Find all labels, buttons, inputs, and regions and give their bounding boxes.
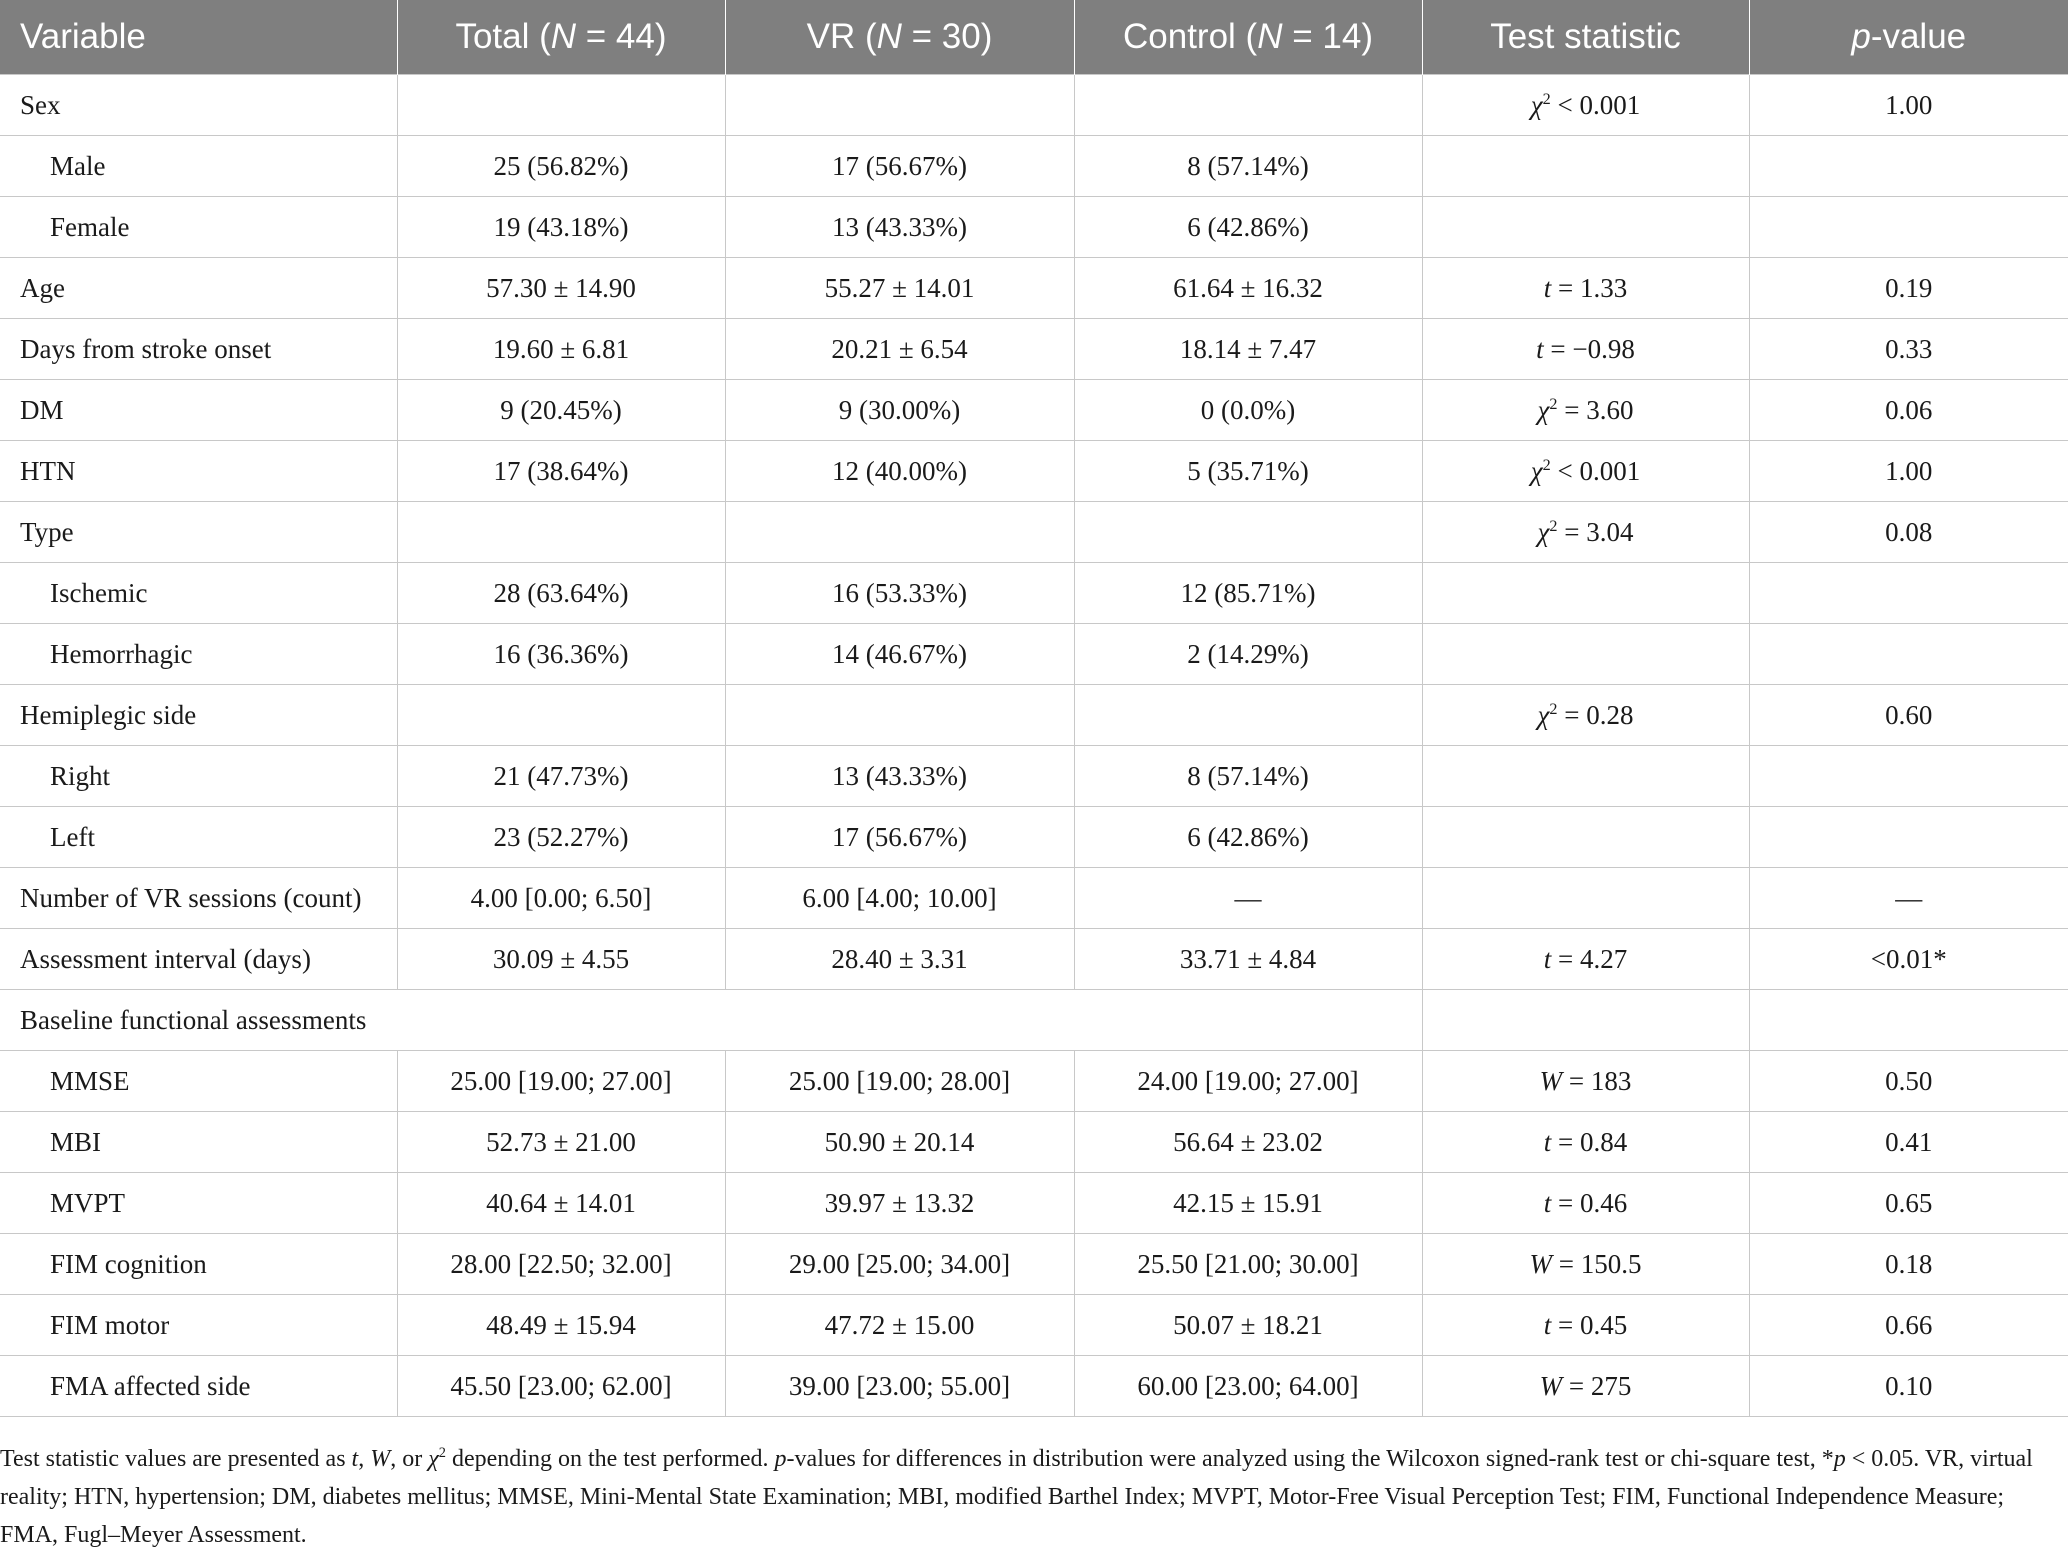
- cell-test-statistic: [1422, 136, 1749, 197]
- table-row: [0, 1112, 2068, 1173]
- cell-p-value: 0.41: [1749, 1112, 2068, 1173]
- cell-vr: 29.00 [25.00; 34.00]: [725, 1234, 1074, 1295]
- cell-test-statistic: [1422, 75, 1749, 136]
- stat-symbol: W: [1539, 1370, 1563, 1401]
- cell-p-value: 1.00: [1749, 75, 2068, 136]
- table-row: [0, 75, 2068, 136]
- cell-total: 23 (52.27%): [397, 807, 725, 868]
- cell-total: 4.00 [0.00; 6.50]: [397, 868, 725, 929]
- table-row: [0, 807, 2068, 868]
- cell-control: 56.64 ± 23.02: [1074, 1112, 1422, 1173]
- stat-superscript: 2: [1542, 89, 1551, 108]
- stat-superscript: 2: [1549, 699, 1558, 718]
- stat-symbol: χ: [1530, 89, 1543, 120]
- stat-superscript: 2: [1549, 394, 1558, 413]
- stat-value: < 0.001: [1550, 455, 1641, 486]
- cell-vr: 14 (46.67%): [725, 624, 1074, 685]
- header-variable: Variable: [0, 0, 397, 75]
- cell-test-statistic: [1422, 807, 1749, 868]
- cell-total: 19.60 ± 6.81: [397, 319, 725, 380]
- row-label: Male: [0, 136, 397, 197]
- table-row: [0, 197, 2068, 258]
- row-label: FIM motor: [0, 1295, 397, 1356]
- cell-control: 0 (0.0%): [1074, 380, 1422, 441]
- cell-total: 16 (36.36%): [397, 624, 725, 685]
- table-row: [0, 441, 2068, 502]
- cell-total: [397, 685, 725, 746]
- table-row: [0, 502, 2068, 563]
- table-row: [0, 929, 2068, 990]
- cell-total: 57.30 ± 14.90: [397, 258, 725, 319]
- cell-total: [397, 75, 725, 136]
- stat-symbol: t: [1543, 1187, 1552, 1218]
- cell-vr: 25.00 [19.00; 28.00]: [725, 1051, 1074, 1112]
- cell-total: 40.64 ± 14.01: [397, 1173, 725, 1234]
- stat-value: = 0.45: [1551, 1309, 1628, 1340]
- cell-total: 52.73 ± 21.00: [397, 1112, 725, 1173]
- cell-p-value: 0.10: [1749, 1356, 2068, 1417]
- table-row: [0, 624, 2068, 685]
- cell-control: 61.64 ± 16.32: [1074, 258, 1422, 319]
- stat-value: < 0.001: [1550, 89, 1641, 120]
- cell-total: 25.00 [19.00; 27.00]: [397, 1051, 725, 1112]
- cell-p-value: 0.33: [1749, 319, 2068, 380]
- stat-value: = 150.5: [1552, 1248, 1642, 1279]
- cell-p-value: 0.08: [1749, 502, 2068, 563]
- cell-p-value: 0.66: [1749, 1295, 2068, 1356]
- cell-p-value: [1749, 197, 2068, 258]
- cell-vr: [725, 502, 1074, 563]
- cell-test-statistic: [1422, 1356, 1749, 1417]
- stat-superscript: 2: [1542, 455, 1551, 474]
- table-row: [0, 1051, 2068, 1112]
- stat-symbol: χ: [1537, 394, 1550, 425]
- cell-test-statistic: [1422, 441, 1749, 502]
- row-label: Days from stroke onset: [0, 319, 397, 380]
- cell-vr: 12 (40.00%): [725, 441, 1074, 502]
- cell-vr: [725, 685, 1074, 746]
- table-row: [0, 563, 2068, 624]
- cell-control: 2 (14.29%): [1074, 624, 1422, 685]
- stat-symbol: χ: [1537, 699, 1550, 730]
- cell-vr: [725, 75, 1074, 136]
- row-label: Hemorrhagic: [0, 624, 397, 685]
- cell-test-statistic: [1422, 1112, 1749, 1173]
- cell-p-value: [1749, 136, 2068, 197]
- cell-control: —: [1074, 868, 1422, 929]
- row-label: DM: [0, 380, 397, 441]
- header-p-value: p-value: [1749, 0, 2068, 75]
- cell-test-statistic: [1422, 502, 1749, 563]
- cell-test-statistic: [1422, 1295, 1749, 1356]
- cell-control: 33.71 ± 4.84: [1074, 929, 1422, 990]
- cell-p-value: 0.50: [1749, 1051, 2068, 1112]
- cell-control: 42.15 ± 15.91: [1074, 1173, 1422, 1234]
- cell-total: [397, 502, 725, 563]
- cell-total: 19 (43.18%): [397, 197, 725, 258]
- cell-vr: 55.27 ± 14.01: [725, 258, 1074, 319]
- row-label: HTN: [0, 441, 397, 502]
- stat-value: = 4.27: [1551, 943, 1628, 974]
- stat-value: = 3.60: [1557, 394, 1634, 425]
- stat-value: = 275: [1562, 1370, 1632, 1401]
- table-body: [0, 75, 2068, 1417]
- cell-p-value: [1749, 990, 2068, 1051]
- stat-value: = −0.98: [1543, 333, 1635, 364]
- stat-value: = 3.04: [1557, 516, 1634, 547]
- cell-test-statistic: [1422, 624, 1749, 685]
- row-label: Baseline functional assessments: [0, 990, 1422, 1051]
- row-label: MBI: [0, 1112, 397, 1173]
- table-row: [0, 1234, 2068, 1295]
- stat-symbol: t: [1543, 272, 1552, 303]
- cell-p-value: 0.06: [1749, 380, 2068, 441]
- row-label: Female: [0, 197, 397, 258]
- cell-vr: 39.97 ± 13.32: [725, 1173, 1074, 1234]
- table-row: [0, 1356, 2068, 1417]
- cell-control: 6 (42.86%): [1074, 197, 1422, 258]
- stat-value: = 0.46: [1551, 1187, 1628, 1218]
- table-row: [0, 685, 2068, 746]
- cell-vr: 47.72 ± 15.00: [725, 1295, 1074, 1356]
- cell-vr: 16 (53.33%): [725, 563, 1074, 624]
- row-label: MVPT: [0, 1173, 397, 1234]
- row-label: FIM cognition: [0, 1234, 397, 1295]
- cell-test-statistic: [1422, 746, 1749, 807]
- cell-p-value: [1749, 746, 2068, 807]
- cell-total: 30.09 ± 4.55: [397, 929, 725, 990]
- cell-p-value: [1749, 807, 2068, 868]
- table-row: [0, 990, 2068, 1051]
- stat-value: = 183: [1562, 1065, 1632, 1096]
- cell-vr: 28.40 ± 3.31: [725, 929, 1074, 990]
- cell-test-statistic: [1422, 929, 1749, 990]
- cell-control: 50.07 ± 18.21: [1074, 1295, 1422, 1356]
- cell-test-statistic: [1422, 1173, 1749, 1234]
- cell-control: [1074, 685, 1422, 746]
- stat-symbol: t: [1536, 333, 1544, 364]
- stat-symbol: χ: [1530, 455, 1543, 486]
- cell-total: 48.49 ± 15.94: [397, 1295, 725, 1356]
- cell-test-statistic: [1422, 1234, 1749, 1295]
- stat-superscript: 2: [1549, 516, 1558, 535]
- cell-control: 5 (35.71%): [1074, 441, 1422, 502]
- cell-control: 8 (57.14%): [1074, 746, 1422, 807]
- cell-control: 18.14 ± 7.47: [1074, 319, 1422, 380]
- row-label: Ischemic: [0, 563, 397, 624]
- row-label: Hemiplegic side: [0, 685, 397, 746]
- cell-p-value: 1.00: [1749, 441, 2068, 502]
- header-vr: VR (N = 30): [725, 0, 1074, 75]
- cell-vr: 17 (56.67%): [725, 807, 1074, 868]
- cell-control: 25.50 [21.00; 30.00]: [1074, 1234, 1422, 1295]
- cell-control: 8 (57.14%): [1074, 136, 1422, 197]
- stat-symbol: χ: [1537, 516, 1550, 547]
- cell-total: 9 (20.45%): [397, 380, 725, 441]
- cell-test-statistic: [1422, 258, 1749, 319]
- row-label: Assessment interval (days): [0, 929, 397, 990]
- row-label: Type: [0, 502, 397, 563]
- cell-test-statistic: [1422, 868, 1749, 929]
- cell-test-statistic: [1422, 990, 1749, 1051]
- table-row: [0, 1295, 2068, 1356]
- stat-symbol: W: [1529, 1248, 1552, 1279]
- row-label: Age: [0, 258, 397, 319]
- header-control: Control (N = 14): [1074, 0, 1422, 75]
- cell-control: 6 (42.86%): [1074, 807, 1422, 868]
- cell-test-statistic: [1422, 380, 1749, 441]
- row-label: Sex: [0, 75, 397, 136]
- stat-symbol: t: [1543, 943, 1552, 974]
- cell-control: [1074, 502, 1422, 563]
- table-row: [0, 1173, 2068, 1234]
- stat-symbol: W: [1539, 1065, 1563, 1096]
- cell-vr: 13 (43.33%): [725, 197, 1074, 258]
- cell-test-statistic: [1422, 197, 1749, 258]
- cell-control: 12 (85.71%): [1074, 563, 1422, 624]
- row-label: FMA affected side: [0, 1356, 397, 1417]
- stat-value: = 0.28: [1557, 699, 1634, 730]
- cell-control: 60.00 [23.00; 64.00]: [1074, 1356, 1422, 1417]
- cell-p-value: 0.19: [1749, 258, 2068, 319]
- cell-total: 21 (47.73%): [397, 746, 725, 807]
- cell-p-value: 0.18: [1749, 1234, 2068, 1295]
- table-row: [0, 746, 2068, 807]
- cell-total: 17 (38.64%): [397, 441, 725, 502]
- header-test-statistic: Test statistic: [1422, 0, 1749, 75]
- table-row: [0, 868, 2068, 929]
- cell-p-value: 0.60: [1749, 685, 2068, 746]
- cell-p-value: 0.65: [1749, 1173, 2068, 1234]
- cell-vr: 50.90 ± 20.14: [725, 1112, 1074, 1173]
- table-row: [0, 319, 2068, 380]
- row-label: MMSE: [0, 1051, 397, 1112]
- cell-p-value: [1749, 624, 2068, 685]
- header-total: Total (N = 44): [397, 0, 725, 75]
- cell-vr: 13 (43.33%): [725, 746, 1074, 807]
- cell-test-statistic: [1422, 319, 1749, 380]
- cell-total: 28.00 [22.50; 32.00]: [397, 1234, 725, 1295]
- row-label: Left: [0, 807, 397, 868]
- cell-p-value: —: [1749, 868, 2068, 929]
- cell-control: [1074, 75, 1422, 136]
- cell-total: 45.50 [23.00; 62.00]: [397, 1356, 725, 1417]
- table-header-row: [0, 0, 2068, 75]
- cell-test-statistic: [1422, 685, 1749, 746]
- table-row: [0, 380, 2068, 441]
- table-row: [0, 136, 2068, 197]
- cell-test-statistic: [1422, 563, 1749, 624]
- cell-total: 28 (63.64%): [397, 563, 725, 624]
- stat-symbol: t: [1543, 1126, 1552, 1157]
- cell-vr: 20.21 ± 6.54: [725, 319, 1074, 380]
- cell-p-value: [1749, 563, 2068, 624]
- table-row: [0, 258, 2068, 319]
- cell-vr: 6.00 [4.00; 10.00]: [725, 868, 1074, 929]
- cell-p-value: <0.01*: [1749, 929, 2068, 990]
- cell-vr: 9 (30.00%): [725, 380, 1074, 441]
- stat-symbol: t: [1543, 1309, 1552, 1340]
- stat-value: = 1.33: [1551, 272, 1628, 303]
- cell-total: 25 (56.82%): [397, 136, 725, 197]
- cell-vr: 17 (56.67%): [725, 136, 1074, 197]
- cell-control: 24.00 [19.00; 27.00]: [1074, 1051, 1422, 1112]
- row-label: Number of VR sessions (count): [0, 868, 397, 929]
- cell-vr: 39.00 [23.00; 55.00]: [725, 1356, 1074, 1417]
- stat-value: = 0.84: [1551, 1126, 1628, 1157]
- table-footnote: Test statistic values are presented as t, W, or $\chi^2$ depending on the test performed. p-values for differences in distribution were analyzed using the Wilcoxon signed-rank test or chi-square test, *p < 0.05. VR, virtual reality; HTN, hypertension; DM, diabetes mellitus; MMSE, Mini-Mental State Examination; MBI, modified Barthel Index; MVPT, Motor-Free Visual Perception Test; FIM, Functional Independence Measure; FMA, Fugl–Meyer Assessment.: [0, 1445, 2033, 1548]
- cell-test-statistic: [1422, 1051, 1749, 1112]
- row-label: Right: [0, 746, 397, 807]
